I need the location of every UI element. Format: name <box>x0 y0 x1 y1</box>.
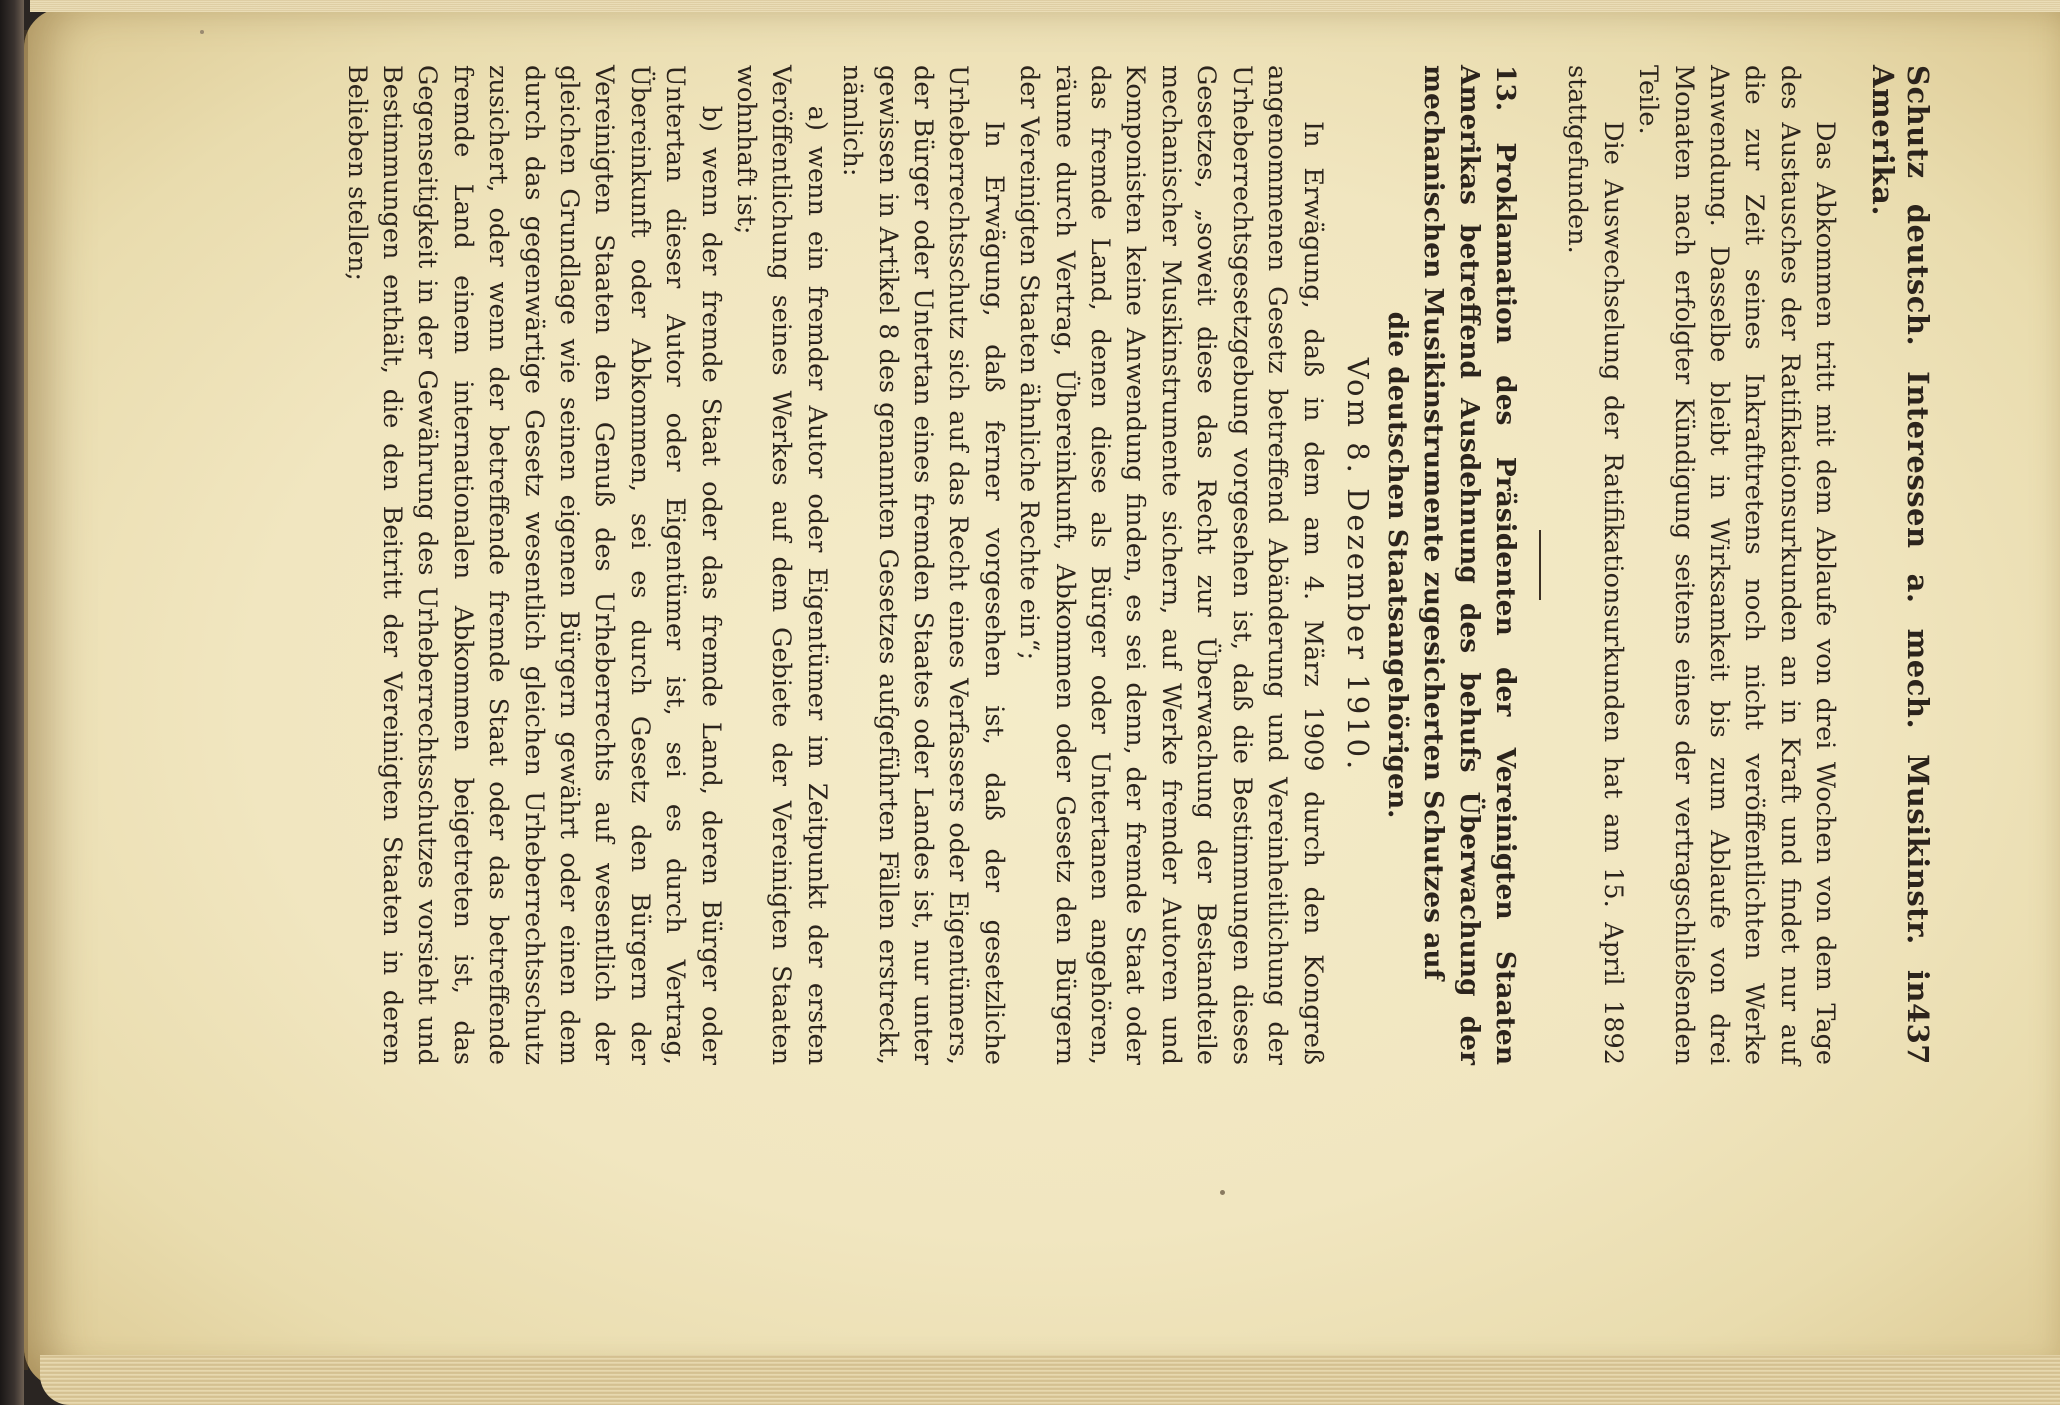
book-cover-edge <box>0 0 24 1405</box>
section-date: Vom 8. Dezember 1910. <box>1340 357 1375 773</box>
speck <box>200 30 204 34</box>
running-title: Schutz deutsch. Interessen a. mech. Musikinstr. in Amerika. <box>1865 65 1935 1003</box>
page-top-edge <box>30 0 2060 12</box>
page-gutter <box>24 30 28 1370</box>
list-item: a) wenn ein fremder Autor oder Eigentümer im Zeitpunkt der ersten Veröffentlichung seines Werkes auf dem Gebiete der Vereinigten Staaten wohnhaft ist; <box>731 65 832 1065</box>
section-heading-last-line: die deutschen Staatsangehörigen. <box>1381 311 1413 819</box>
paragraph: In Erwägung, daß in dem am 4. März 1909 durch den Kongreß angenommenen Gesetz betreffend Abänderung und Vereinheitlichung der Urheberrechtsgesetzgebung vorgesehen ist, daß die Bestimmungen dieses Gesetzes, „soweit diese das Recht zur Überwachung der Bestandteile mechanischer Musikinstrumente sichern, auf Werke fremder Autoren und Komponisten keine Anwendung finden, es sei denn, der fremde Staat oder das fremde Land, denen diese als Bürger oder Untertanen angehören, räume durch Vertrag, Übereinkunft, Abkommen oder Gesetz den Bürgern der Vereinigten Staaten ähnliche Rechte ein“; <box>1014 65 1328 1065</box>
paragraph: Das Abkommen tritt mit dem Ablaufe von drei Wochen von dem Tage des Austausches der Ratifikationsurkunden an in Kraft und findet nur auf die zur Zeit seines Inkrafttretens noch nicht veröffentlichten Werke Anwendung. Dasselbe bleibt in Wirksamkeit bis zum Ablaufe von drei Monaten nach erfolgter Kündigung seitens eines der vertragschließenden Teile. <box>1633 65 1841 1065</box>
text-area <box>195 65 2045 1365</box>
paragraph: In Erwägung, daß ferner vorgesehen ist, daß der gesetzliche Urheberrechtsschutz sich auf das Recht eines Verfassers oder Eigentümers, der Bürger oder Untertan eines fremden Staates oder Landes ist, nur unter gewissen in Artikel 8 des genannten Gesetzes aufgeführten Fällen erstreckt, nämlich: <box>837 65 1009 1065</box>
running-header <box>1864 65 1935 1065</box>
section-heading: 13. Proklamation des Präsidenten der Vereinigten Staaten Amerikas betreffend Ausdehnung des behufs Überwachung der mechanischen Musikinstrumente zugesicherten Schutzes auf <box>1417 65 1521 1065</box>
rotated-text-block <box>338 65 1935 1065</box>
page-number: 437 <box>1901 1002 1935 1065</box>
separator-rule <box>1539 530 1541 600</box>
list-item: b) wenn der fremde Staat oder das fremde Land, deren Bürger oder Untertan dieser Autor oder Eigentümer ist, sei es durch Vertrag, Übereinkunft oder Abkommen, sei es durch Gesetz den Bürgern der Vereinigten Staaten den Genuß des Urheberrechts auf wesentlich der gleichen Grundlage wie seinen eigenen Bürgern gewährt oder einen dem durch das gegenwärtige Gesetz wesentlich gleichen Urheberrechtsschutz zusichert, oder wenn der betreffende fremde Staat oder das betreffende fremde Land einem internationalen Abkommen beigetreten ist, das Gegenseitigkeit in der Gewährung des Urheberrechtsschutzes vorsieht und Bestimmungen enthält, die den Beitritt der Vereinigten Staaten in deren Belieben stellen; <box>341 65 726 1065</box>
paragraph: Die Auswechselung der Ratifikationsurkunden hat am 15. April 1892 stattgefunden. <box>1562 65 1628 1065</box>
